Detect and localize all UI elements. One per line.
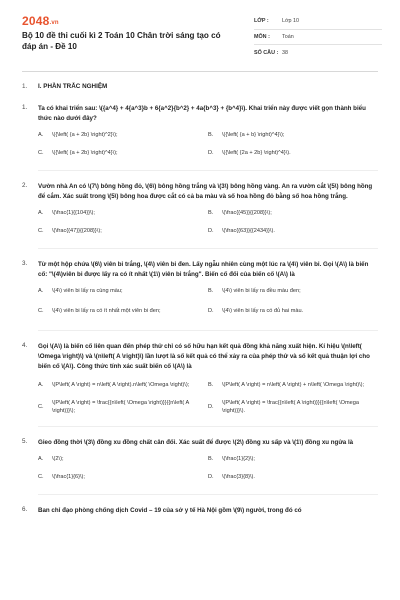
meta-row-class: LỚP : Lớp 10 — [254, 14, 382, 30]
question-divider — [38, 170, 378, 171]
question-1: 1. Ta có khai triển sau: \({a^4} + 4{a^3}b + 6{a^2}{b^2} + 4a{b^3} + {b^4}\). Khai triển này được viết gọn thành biểu thức nào dưới đây? A. \({\left( {a + 2b} \right)^2}\); B. \({\left( {a + b} \right)^4}\); C. \({\left( {a + 2b} \right)^4}\); D. \({\left( {2a + 2b} \right)^4}\). — [22, 104, 378, 171]
answer-option-a[interactable]: A. \(4\) viên bi lấy ra cùng màu; — [38, 288, 123, 294]
answer-option-c[interactable]: C. \(\frac{1}{6}\); — [38, 474, 85, 480]
answer-option-d[interactable]: D. \({\left( {2a + 2b} \right)^4}\). — [208, 150, 291, 156]
answer-option-d[interactable]: D. \(4\) viên bi lấy ra có đủ hai màu. — [208, 308, 304, 314]
site-logo[interactable]: 2048.vn — [22, 14, 59, 28]
question-divider — [38, 248, 378, 249]
answer-option-c[interactable]: C. \(P\left( A \right) = \frac{{n\left( \Omega \right)}}{{n\left( A \right)}}\); — [38, 400, 189, 414]
answer-options — [38, 450, 378, 486]
question-6: 6. Ban chỉ đạo phòng chống dịch Covid – 19 của sở y tế Hà Nội gồm \(9\) người, trong đó có — [22, 506, 378, 516]
meta-row-question-count: SỐ CÂU : 38 — [254, 49, 288, 56]
document-header — [22, 12, 382, 64]
answer-options — [38, 282, 378, 322]
meta-row-subject: MÔN : Toán — [254, 30, 382, 46]
answer-option-b[interactable]: B. \(P\left( A \right) = n\left( A \right) + n\left( \Omega \right)\); — [208, 382, 365, 388]
question-text: Ta có khai triển sau: \({a^4} + 4{a^3}b + 6{a^2}{b^2} + 4a{b^3} + {b^4}\). Khai triển này được viết gọn thành biểu thức nào dưới đây? — [38, 105, 366, 122]
question-divider — [38, 426, 378, 427]
question-text: Ban chỉ đạo phòng chống dịch Covid – 19 của sở y tế Hà Nội gồm \(9\) người, trong đó có — [38, 507, 302, 514]
answer-option-b[interactable]: B. \(\frac{1}{2}\); — [208, 456, 255, 462]
document-meta — [254, 14, 382, 61]
answer-option-b[interactable]: B. \({\left( {a + b} \right)^4}\); — [208, 132, 285, 138]
answer-option-a[interactable]: A. \(P\left( A \right) = n\left( A \right).n\left( \Omega \right)\); — [38, 382, 190, 388]
header-divider — [22, 71, 378, 72]
question-2: 2. Vườn nhà An có \(7\) bông hồng đỏ, \(6\) bông hồng trắng và \(3\) bông hồng vàng. An ra vườn cắt \(5\) bông hồng để cắm. Xác suất trong \(5\) bông hoa được cắt có cả ba màu và số hoa hồng đỏ bằng số hoa hồng trắng. A. \(\frac{1}{{104}}\); B. \(\frac{{45}}{{208}}\); C. \(\frac{{47}}{{208}}\); D. \(\frac{{63}}{{2434}}\). — [22, 182, 378, 249]
question-5: 5. Gieo đồng thời \(3\) đồng xu đồng chất cân đối. Xác suất để được \(2\) đồng xu sấp và \(1\) đồng xu ngửa là A. \(2\); B. \(\frac{1}{2}\); C. \(\frac{1}{6}\); D. \(\frac{3}{8}\). — [22, 438, 378, 495]
answer-options — [38, 204, 378, 240]
question-4: 4. Gọi \(A\) là biến cố liên quan đến phép thử chỉ có số hữu hạn kết quả đồng khả năng xuất hiện. Kí hiệu \(n\left( \Omega \right)\) và \(n\left( A \right)\) lần lượt là số kết quả có thể xảy ra của phép thử và số kết quả thuận lợi cho biến cố \(A\). Công thức tính xác suất biến cố \(A\) là A. \(P\left( A \right) = n\left( A \right).n\left( \Omega \right)\); B. \(P\left( A \right) = n\left( A \right) + n\left( \Omega \right)\); C. \(P\left( A \right) = \frac{{n\left( \Omega \right)}}{{n\left( A \right)}}\); D. \(P\left( A \right) = \frac{{n\left( A \right)}}{{n\left( \Omega \right)}}\). — [22, 342, 378, 427]
answer-option-c[interactable]: C. \({\left( {a + 2b} \right)^4}\); — [38, 150, 118, 156]
question-list — [22, 80, 378, 516]
question-divider — [38, 494, 378, 495]
answer-option-a[interactable]: A. \({\left( {a + 2b} \right)^2}\); — [38, 132, 118, 138]
answer-option-a[interactable]: A. \(\frac{1}{{104}}\); — [38, 210, 95, 216]
question-3: 3. Từ một hộp chứa \(6\) viên bi trắng, \(4\) viên bi đen. Lấy ngẫu nhiên cùng một lúc ra \(4\) viên bi. Gọi \(A\) là biến cố: "\(4\)viên bi được lấy ra có ít nhất \(1\) viên bi trắng". Biến cố đối của biến cố \(A\) là A. \(4\) viên bi lấy ra cùng màu; B. \(4\) viên bi lấy ra đều màu đen; C. \(4\) viên bi lấy ra có ít nhất một viên bi đen; D. \(4\) viên bi lấy ra có đủ hai màu. — [22, 260, 378, 331]
answer-option-d[interactable]: D. \(\frac{3}{8}\). — [208, 474, 255, 480]
answer-option-d[interactable]: D. \(\frac{{63}}{{2434}}\). — [208, 228, 275, 234]
answer-option-c[interactable]: C. \(4\) viên bi lấy ra có ít nhất một viên bi đen; — [38, 308, 161, 314]
answer-options — [38, 374, 378, 418]
answer-options — [38, 126, 378, 162]
answer-option-b[interactable]: B. \(4\) viên bi lấy ra đều màu đen; — [208, 288, 301, 294]
answer-option-d[interactable]: D. \(P\left( A \right) = \frac{{n\left( A \right)}}{{n\left( \Omega \right)}}\). — [208, 400, 359, 414]
section-heading: 1. I. PHẦN TRẮC NGHIỆM — [22, 83, 108, 90]
document-title: Bộ 10 đề thi cuối kì 2 Toán 10 Chân trời sáng tạo có đáp án - Đề 10 — [22, 31, 221, 51]
question-divider — [38, 330, 378, 331]
question-text: Vườn nhà An có \(7\) bông hồng đỏ, \(6\) bông hồng trắng và \(3\) bông hồng vàng. An ra vườn cắt \(5\) bông hồng để cắm. Xác suất trong \(5\) bông hoa được cắt có cả ba màu và số hoa hồng đỏ bằng số hoa hồng trắng. — [38, 183, 373, 200]
question-text: Gọi \(A\) là biến cố liên quan đến phép thử chỉ có số hữu hạn kết quả đồng khả năng xuất hiện. Kí hiệu \(n\left( \Omega \right)\) và \(n\left( A \right)\) lần lượt là số kết quả có thể xảy ra của phép thử và số kết quả thuận lợi cho biến cố \(A\). Công thức tính xác suất biến cố \(A\) là — [38, 343, 370, 370]
answer-option-c[interactable]: C. \(\frac{{47}}{{208}}\); — [38, 228, 102, 234]
answer-option-a[interactable]: A. \(2\); — [38, 456, 64, 462]
question-text: Từ một hộp chứa \(6\) viên bi trắng, \(4\) viên bi đen. Lấy ngẫu nhiên cùng một lúc ra \(4\) viên bi. Gọi \(A\) là biến cố: "\(4\)viên bi được lấy ra có ít nhất \(1\) viên bi trắng". Biến cố đối của biến cố \(A\) là — [38, 261, 369, 278]
answer-option-b[interactable]: B. \(\frac{{45}}{{208}}\); — [208, 210, 272, 216]
question-text: Gieo đồng thời \(3\) đồng xu đồng chất cân đối. Xác suất để được \(2\) đồng xu sấp và \(1\) đồng xu ngửa là — [38, 439, 354, 446]
